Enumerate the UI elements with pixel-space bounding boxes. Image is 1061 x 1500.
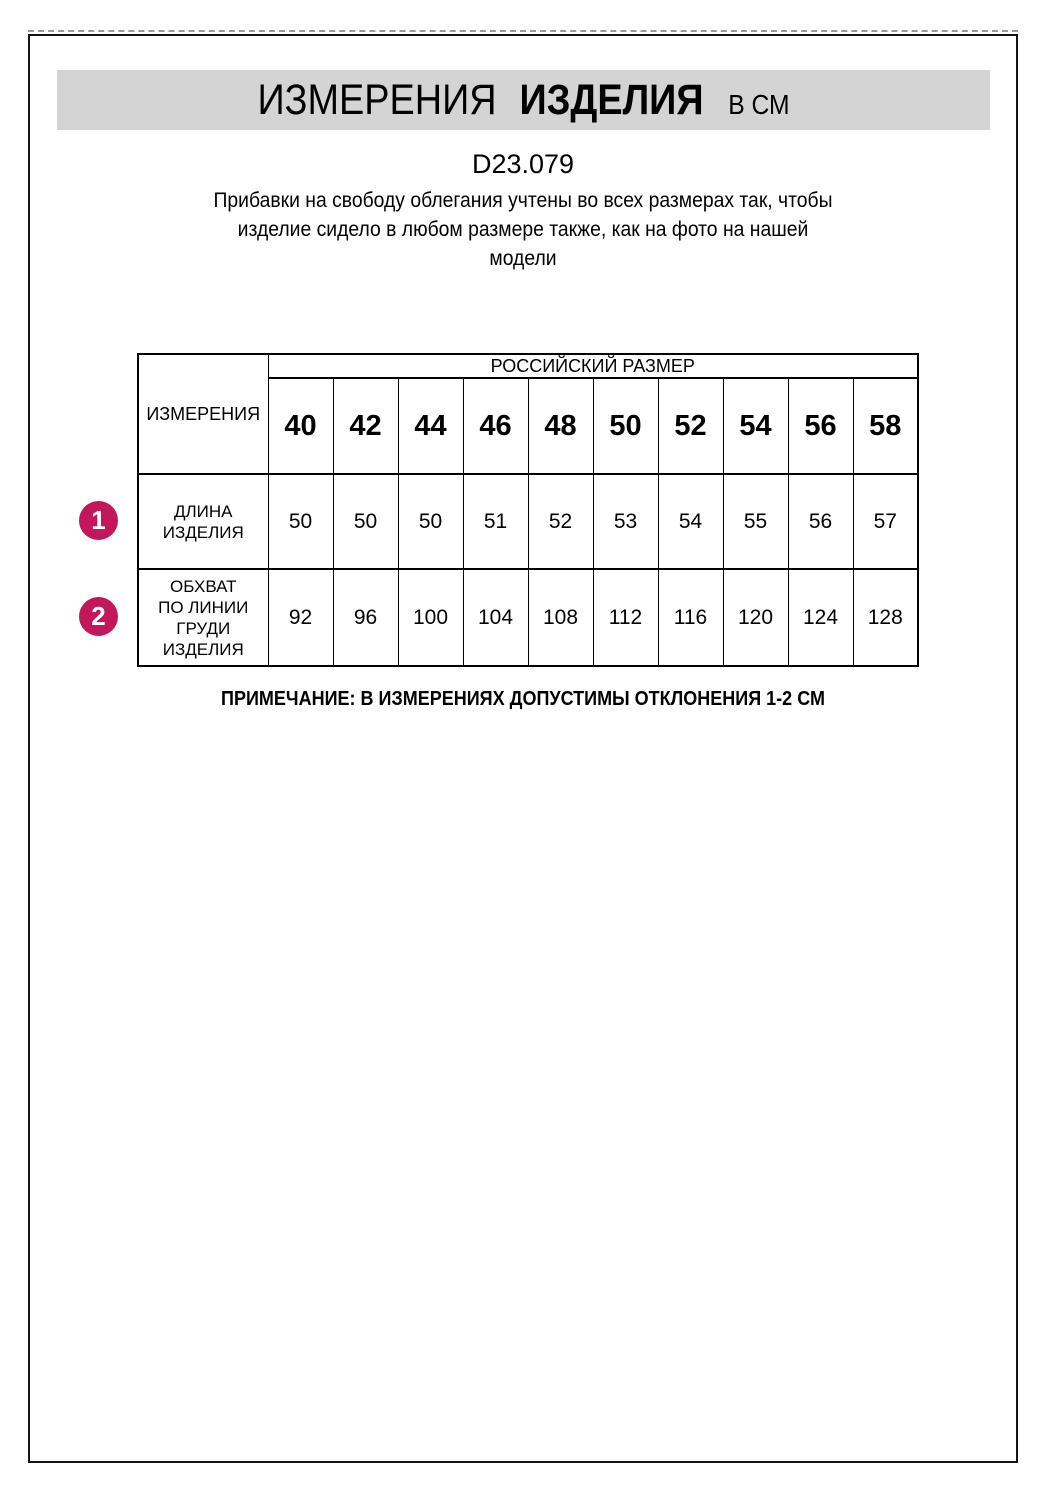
page-title — [113, 70, 934, 140]
size-header: 44 — [398, 378, 463, 474]
fit-description-line-2: изделие сидело в любом размере также, как на фото на нашей — [237, 217, 809, 241]
value-cell: 128 — [853, 569, 918, 666]
value-cell: 54 — [658, 474, 723, 569]
title-word-measurements: ИЗМЕРЕНИЯ — [257, 76, 497, 124]
size-header: 56 — [788, 378, 853, 474]
value-cell: 50 — [268, 474, 333, 569]
size-header: 52 — [658, 378, 723, 474]
value-cell: 108 — [528, 569, 593, 666]
size-header: 50 — [593, 378, 658, 474]
value-cell: 100 — [398, 569, 463, 666]
value-cell: 50 — [333, 474, 398, 569]
size-group-header: РОССИЙСКИЙ РАЗМЕР — [268, 354, 918, 378]
size-header: 48 — [528, 378, 593, 474]
tolerance-note: ПРИМЕЧАНИЕ: В ИЗМЕРЕНИЯХ ДОПУСТИМЫ ОТКЛОНЕНИЯ 1-2 СМ — [221, 688, 825, 710]
value-cell: 96 — [333, 569, 398, 666]
size-header: 54 — [723, 378, 788, 474]
value-cell: 112 — [593, 569, 658, 666]
fit-description — [78, 186, 969, 273]
value-cell: 56 — [788, 474, 853, 569]
table-row-length — [138, 474, 918, 569]
row-label-chest-girth: ОБХВАТ ПО ЛИНИИ ГРУДИ ИЗДЕЛИЯ — [138, 569, 268, 666]
row-number-badge-2: 2 — [79, 597, 118, 636]
value-cell: 104 — [463, 569, 528, 666]
corner-header: ИЗМЕРЕНИЯ — [138, 354, 268, 474]
size-header: 40 — [268, 378, 333, 474]
row-number-badge-1: 1 — [79, 501, 118, 540]
size-header: 46 — [463, 378, 528, 474]
value-cell: 50 — [398, 474, 463, 569]
value-cell: 116 — [658, 569, 723, 666]
cut-line — [28, 30, 1018, 32]
value-cell: 53 — [593, 474, 658, 569]
value-cell: 52 — [528, 474, 593, 569]
product-code: D23.079 — [471, 149, 575, 179]
size-header: 42 — [333, 378, 398, 474]
value-cell: 55 — [723, 474, 788, 569]
size-header: 58 — [853, 378, 918, 474]
value-cell: 51 — [463, 474, 528, 569]
row-label-length: ДЛИНА ИЗДЕЛИЯ — [138, 474, 268, 569]
value-cell: 57 — [853, 474, 918, 569]
table-row-chest-girth — [138, 569, 918, 666]
fit-description-line-1: Прибавки на свободу облегания учтены во всех размерах так, чтобы — [213, 188, 833, 212]
title-unit-cm: В СМ — [728, 89, 790, 120]
value-cell: 120 — [723, 569, 788, 666]
fit-description-line-3: модели — [489, 246, 557, 270]
value-cell: 124 — [788, 569, 853, 666]
measurements-table — [137, 353, 919, 667]
title-bar — [57, 70, 990, 130]
title-word-product: ИЗДЕЛИЯ — [519, 76, 704, 124]
value-cell: 92 — [268, 569, 333, 666]
